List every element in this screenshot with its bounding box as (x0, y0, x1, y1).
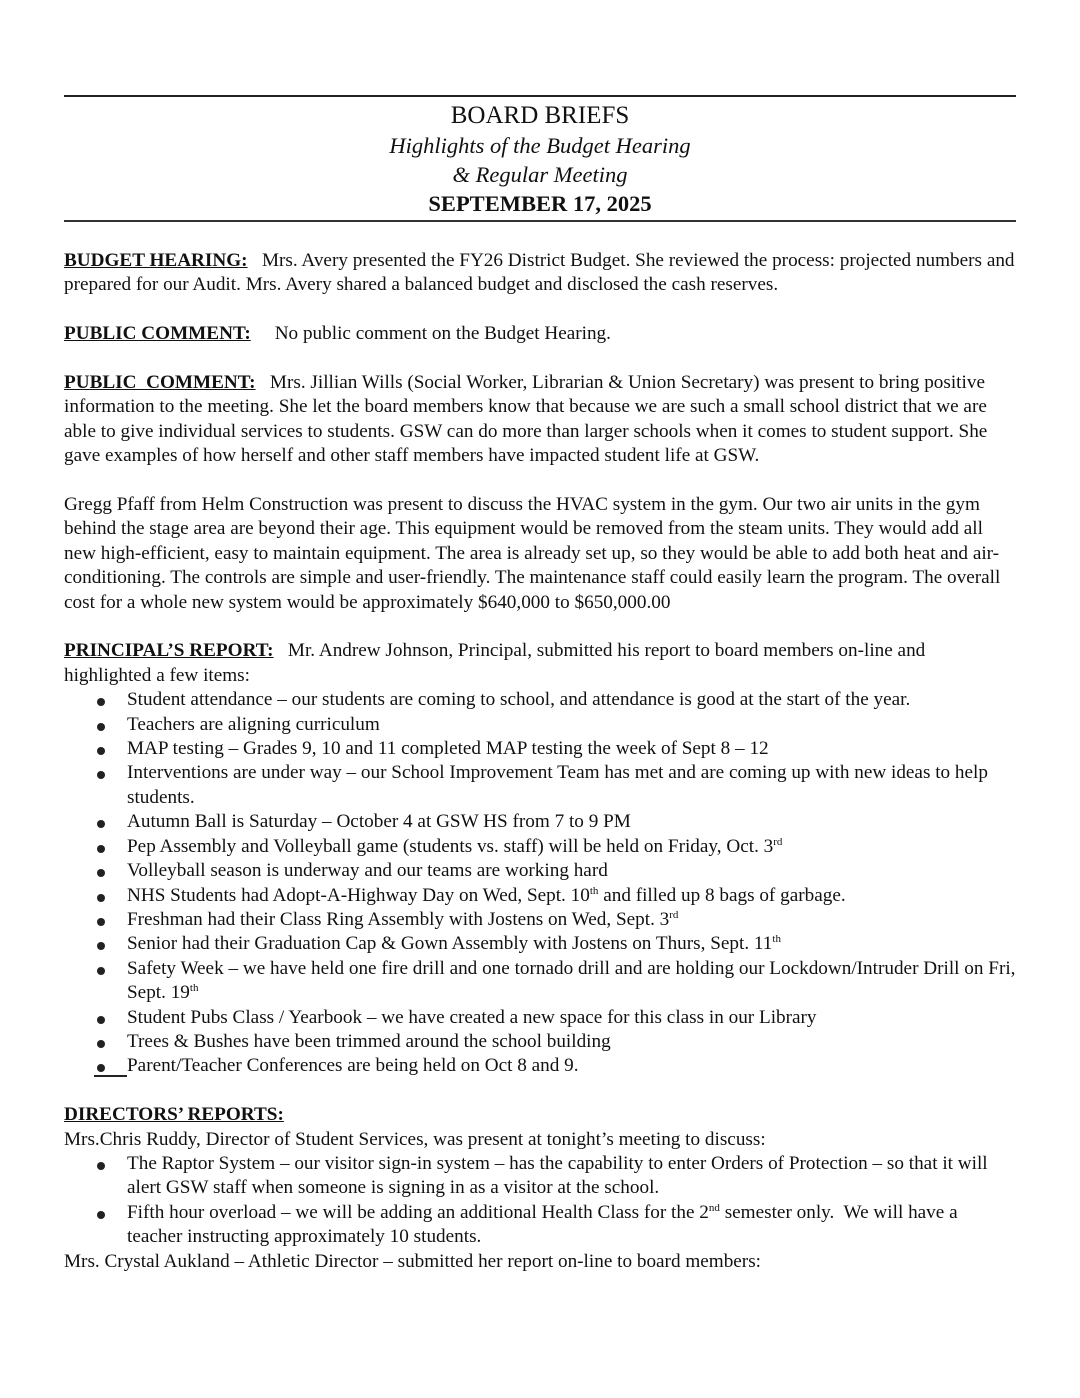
list-item-text: Interventions are under way – our School Improvement Team has met and are coming up with new ideas to help students. (127, 762, 988, 808)
principal-report-section (64, 639, 1016, 688)
ordinal-suffix: th (589, 884, 599, 897)
budget-hearing-heading: BUDGET HEARING: (64, 250, 248, 271)
list-item (64, 1152, 1016, 1201)
public-comment-1-text: No public comment on the Budget Hearing. (274, 323, 611, 345)
list-item-text: Student Pubs Class / Yearbook – we have created a new space for this class in our Library (127, 1006, 817, 1028)
list-item-text: Senior had their Graduation Cap & Gown Assembly with Jostens on Thurs, Sept. 11 (127, 933, 773, 955)
list-item (64, 859, 1016, 883)
bullet-icon (97, 918, 105, 926)
public-comment-2-section (64, 371, 1016, 469)
public-comment-2-heading: PUBLIC COMMENT: (64, 372, 256, 393)
list-item-text: Pep Assembly and Volleyball game (students vs. staff) will be held on Friday, Oct. 3 (127, 835, 774, 857)
ordinal-suffix: th (772, 933, 781, 946)
masthead (64, 97, 1016, 220)
hvac-paragraph: Gregg Pfaff from Helm Construction was present to discuss the HVAC system in the gym. Our two air units in the gym behind the stage area are beyond their age. This equipment would be removed from the steam units. They would add all new high-efficient, easy to maintain equipment. The area is already set up, so they would be able to add both heat and air-conditioning. The controls are simple and user-friendly. The maintenance staff could easily learn the program. The overall cost for a whole new system would be approximately $640,000 to $650,000.00 (64, 494, 1001, 613)
list-item (64, 1006, 1016, 1030)
list-item-text: Trees & Bushes have been trimmed around the school building (127, 1030, 611, 1052)
directors-reports-heading: DIRECTORS’ REPORTS: (64, 1104, 284, 1126)
list-item (64, 737, 1016, 761)
bullet-icon (97, 1040, 105, 1048)
bullet-icon (97, 1162, 105, 1170)
list-item (64, 908, 1016, 932)
bullet-icon (97, 967, 105, 975)
bullet-icon (97, 1211, 105, 1219)
bullet-icon (97, 942, 105, 950)
list-item-text-continued: semester only. We will have a teacher instructing approximately 10 students. (127, 1201, 963, 1248)
document-page (64, 95, 1016, 1274)
bullet-icon (97, 869, 105, 877)
list-item-text: Freshman had their Class Ring Assembly with Jostens on Wed, Sept. 3 (127, 908, 670, 930)
masthead-date: SEPTEMBER 17, 2025 (428, 191, 652, 216)
list-item-text: Autumn Ball is Saturday – October 4 at GSW HS from 7 to 9 PM (127, 811, 631, 833)
list-item (64, 957, 1016, 1006)
bullet-icon (97, 771, 105, 779)
directors-reports-list (64, 1152, 1016, 1250)
ordinal-suffix: th (189, 982, 199, 995)
bullet-icon (97, 1016, 105, 1024)
bullet-icon (97, 698, 105, 706)
list-item (64, 835, 1016, 859)
directors-reports-heading-line (64, 1103, 1016, 1127)
masthead-subtitle-line2: & Regular Meeting (452, 162, 628, 187)
public-comment-1-section (64, 322, 1016, 346)
ordinal-suffix: rd (669, 908, 679, 921)
directors-reports-intro: Mrs.Chris Ruddy, Director of Student Services, was present at tonight’s meeting to discuss: (64, 1128, 766, 1150)
principal-report-list (64, 688, 1016, 1079)
list-item-text: Teachers are aligning curriculum (127, 713, 380, 735)
list-item (64, 688, 1016, 712)
masthead-subtitle-line1: Highlights of the Budget Hearing (389, 133, 691, 158)
budget-hearing-section (64, 249, 1016, 298)
list-item (64, 761, 1016, 810)
list-item-text: NHS Students had Adopt-A-Highway Day on Wed, Sept. 10 (127, 884, 590, 906)
principal-report-heading: PRINCIPAL’S REPORT: (64, 640, 274, 662)
bullet-icon (97, 820, 105, 828)
list-item-text: Volleyball season is underway and our teams are working hard (127, 860, 608, 882)
athletic-director-line: Mrs. Crystal Aukland – Athletic Director – submitted her report on-line to board members: (64, 1250, 761, 1272)
bullet-icon (97, 747, 105, 755)
public-comment-1-heading: PUBLIC COMMENT: (64, 323, 251, 345)
list-item (64, 713, 1016, 737)
list-item-text: The Raptor System – our visitor sign-in system – has the capability to enter Orders of Protection – so that it will alert GSW staff when someone is signing in as a visitor at the school. (127, 1152, 988, 1199)
bullet-icon (97, 845, 105, 853)
list-item (64, 932, 1016, 956)
bullet-icon (97, 1064, 105, 1072)
list-item (64, 810, 1016, 834)
bullet-icon (97, 723, 105, 731)
budget-hearing-text: Mrs. Avery presented the FY26 District Budget. She reviewed the process: projected numbers and prepared for our Audit. Mrs. Avery shared a balanced budget and disclosed the cash reserves. (64, 250, 1015, 296)
public-comment-2-text: Mrs. Jillian Wills (Social Worker, Librarian & Union Secretary) was present to bring positive information to the meeting. She let the board members know that because we are such a small school district that we are able to give individual services to students. GSW can do more than larger schools when it comes to student support. She gave examples of how herself and other staff members have impacted student life at GSW. (64, 372, 988, 467)
bullet-icon (97, 894, 105, 902)
list-item-text: Parent/Teacher Conferences are being held on Oct 8 and 9. (127, 1055, 579, 1077)
list-item-text: Student attendance – our students are coming to school, and attendance is good at the start of the year. (127, 689, 911, 711)
list-item (64, 884, 1016, 908)
ordinal-suffix: rd (773, 835, 783, 848)
masthead-title: BOARD BRIEFS (450, 102, 630, 129)
list-item-text: Fifth hour overload – we will be adding an additional Health Class for the 2 (127, 1201, 709, 1223)
list-item-text-continued: and filled up 8 bags of garbage. (598, 884, 846, 906)
list-item (64, 1054, 1016, 1078)
ordinal-suffix: nd (708, 1201, 720, 1214)
list-item (64, 1201, 1016, 1250)
list-item-text: MAP testing – Grades 9, 10 and 11 completed MAP testing the week of Sept 8 – 12 (127, 738, 769, 760)
list-item (64, 1030, 1016, 1054)
list-item-text: Safety Week – we have held one fire drill and one tornado drill and are holding our Lockdown/Intruder Drill on Fri, Sept. 19 (127, 957, 1016, 1004)
principal-report-intro: Mr. Andrew Johnson, Principal, submitted his report to board members on-line and highlighted a few items: (64, 640, 926, 686)
